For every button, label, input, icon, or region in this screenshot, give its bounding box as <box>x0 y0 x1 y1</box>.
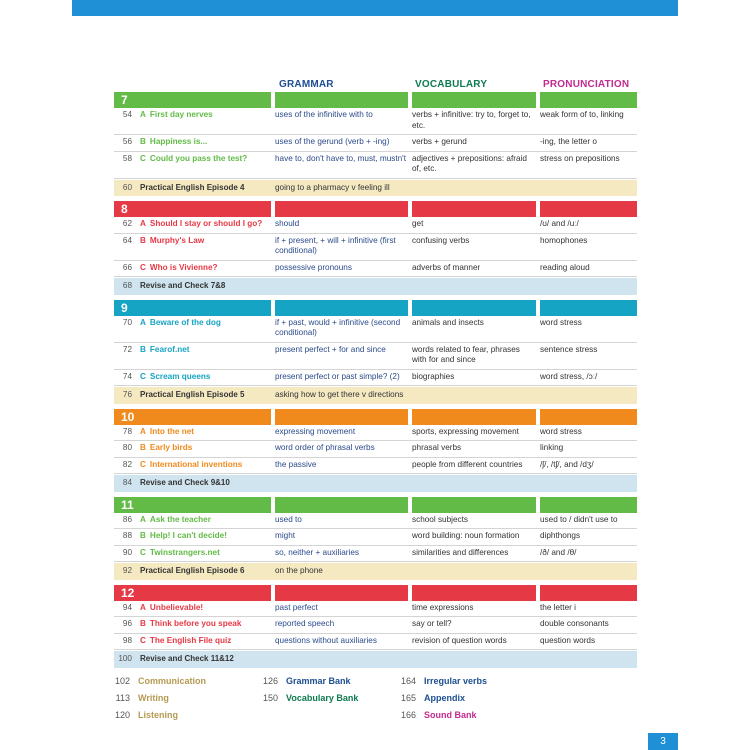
lesson-title-text: Unbelievable! <box>149 602 204 612</box>
lesson-page-number: 72 <box>122 344 132 354</box>
lesson-row <box>114 546 637 563</box>
bottom-link[interactable] <box>256 690 358 707</box>
grammar-cell: expressing movement <box>275 426 356 436</box>
special-text <box>275 478 540 489</box>
lesson-title[interactable] <box>132 236 271 257</box>
vocabulary-cell: sports, expressing movement <box>412 426 519 436</box>
lesson-row <box>114 217 637 234</box>
bottom-link[interactable] <box>256 673 358 690</box>
lesson-row <box>114 441 637 458</box>
bottom-link[interactable] <box>108 690 206 707</box>
lesson-letter: B <box>140 619 146 628</box>
special-page-number: 60 <box>122 182 132 192</box>
lesson-letter: A <box>140 514 146 524</box>
special-row <box>114 651 637 668</box>
bottom-link-label: Listening <box>138 710 178 720</box>
unit-section <box>114 92 637 196</box>
grammar-cell: uses of the infinitive with to <box>275 110 373 119</box>
grammar-cell: if + present, + will + infinitive (first conditional) <box>275 235 396 255</box>
lesson-title-text: Early birds <box>149 443 193 452</box>
bottom-link[interactable] <box>108 673 206 690</box>
lesson-letter: C <box>140 459 146 469</box>
lesson-letter: A <box>140 110 146 119</box>
bottom-link-page: 120 <box>114 710 130 720</box>
lesson-title[interactable] <box>132 318 271 339</box>
lesson-row <box>114 617 637 634</box>
pronunciation-cell: the letter i <box>540 602 576 612</box>
lesson-title[interactable] <box>132 443 271 454</box>
lesson-letter: A <box>140 219 146 228</box>
pronunciation-cell: word stress, /ɔː/ <box>540 371 598 381</box>
special-row <box>114 278 637 295</box>
lesson-row <box>114 108 637 135</box>
lesson-title[interactable] <box>132 515 271 526</box>
lesson-row <box>114 234 637 261</box>
lesson-title[interactable] <box>132 531 271 542</box>
special-page-number: 100 <box>118 654 132 663</box>
lesson-letter: A <box>140 426 146 436</box>
special-title[interactable]: Revise and Check 9&10 <box>140 478 230 487</box>
lesson-row <box>114 601 637 618</box>
bottom-links-col-3 <box>394 673 487 724</box>
grammar-cell: might <box>275 531 296 540</box>
lesson-letter: A <box>140 317 146 327</box>
lesson-row <box>114 152 637 179</box>
lesson-title[interactable] <box>132 372 271 383</box>
special-title[interactable]: Practical English Episode 6 <box>140 566 245 575</box>
lesson-title-text: Scream queens <box>149 371 211 381</box>
lesson-row <box>114 343 637 370</box>
vocabulary-cell: adjectives + prepositions: afraid of, etc. <box>412 153 527 173</box>
lesson-title-text: The English File quiz <box>149 635 232 645</box>
lesson-title-text: First day nerves <box>149 110 213 119</box>
special-title[interactable]: Practical English Episode 5 <box>140 390 245 399</box>
pronunciation-cell: /ʃ/, /tʃ/, and /dʒ/ <box>540 459 594 469</box>
special-page-number: 92 <box>122 566 132 575</box>
unit-section <box>114 201 637 295</box>
unit-color-bar <box>275 585 408 601</box>
unit-header-bars <box>114 92 637 108</box>
vocabulary-cell: similarities and differences <box>412 547 509 557</box>
lesson-page-number: 98 <box>122 635 132 645</box>
unit-number-bar: 12 <box>114 585 271 601</box>
unit-number-bar: 10 <box>114 409 271 425</box>
unit-color-bar <box>540 497 637 513</box>
unit-color-bar <box>540 409 637 425</box>
lesson-row <box>114 458 637 475</box>
pronunciation-cell: -ing, the letter o <box>540 137 597 146</box>
unit-number-bar: 9 <box>114 300 271 316</box>
pronunciation-cell: /ð/ and /θ/ <box>540 547 577 557</box>
unit-number-bar: 11 <box>114 497 271 513</box>
lesson-title-text: Happiness is... <box>149 137 208 146</box>
lesson-letter: B <box>140 235 146 245</box>
lesson-row <box>114 425 637 442</box>
bottom-links-col-2 <box>256 673 358 707</box>
bottom-link-page: 102 <box>114 676 130 686</box>
grammar-cell: possessive pronouns <box>275 262 352 272</box>
unit-number-bar: 8 <box>114 201 271 217</box>
unit-number-bar: 7 <box>114 92 271 108</box>
special-page-number: 68 <box>122 281 132 290</box>
vocabulary-cell: confusing verbs <box>412 235 470 245</box>
lesson-letter: C <box>140 371 146 381</box>
lesson-letter: B <box>140 344 146 354</box>
lesson-row <box>114 634 637 651</box>
lesson-title[interactable] <box>132 345 271 366</box>
vocabulary-cell: get <box>412 219 424 228</box>
vocabulary-cell: verbs + infinitive: try to, forget to, etc. <box>412 110 531 130</box>
bottom-link[interactable] <box>394 673 487 690</box>
lesson-page-number: 66 <box>122 262 132 272</box>
pronunciation-cell: question words <box>540 635 596 645</box>
special-text <box>275 654 540 665</box>
lesson-page-number: 94 <box>122 602 132 612</box>
vocabulary-cell: say or tell? <box>412 619 452 628</box>
vocabulary-cell: biographies <box>412 371 455 381</box>
lesson-title-text: Think before you speak <box>149 619 242 628</box>
top-color-bar <box>72 0 678 16</box>
special-row <box>114 180 637 197</box>
lesson-page-number: 74 <box>122 371 132 381</box>
bottom-link-label: Appendix <box>424 693 466 703</box>
bottom-link-page: 164 <box>400 676 416 686</box>
lesson-letter: C <box>140 547 146 557</box>
pronunciation-cell: double consonants <box>540 619 609 628</box>
vocabulary-cell: verbs + gerund <box>412 137 467 146</box>
vocabulary-cell: time expressions <box>412 602 474 612</box>
bottom-link-label: Sound Bank <box>424 710 477 720</box>
lesson-title[interactable] <box>132 154 271 175</box>
grammar-cell: used to <box>275 514 302 524</box>
unit-color-bar <box>412 585 536 601</box>
page-number: 3 <box>648 733 678 750</box>
bottom-link-label: Communication <box>138 676 207 686</box>
grammar-cell: questions without auxiliaries <box>275 635 377 645</box>
lesson-page-number: 82 <box>122 459 132 469</box>
lesson-row <box>114 370 637 387</box>
unit-color-bar <box>412 300 536 316</box>
grammar-cell: have to, don't have to, must, mustn't <box>275 153 407 163</box>
lesson-title[interactable] <box>132 548 271 559</box>
pronunciation-cell: diphthongs <box>540 531 581 540</box>
lesson-page-number: 90 <box>122 547 132 557</box>
lesson-title[interactable] <box>132 460 271 471</box>
bottom-link[interactable] <box>394 707 487 724</box>
lesson-letter: A <box>140 602 146 612</box>
bottom-link[interactable] <box>108 707 206 724</box>
lesson-page-number: 54 <box>122 110 132 119</box>
special-title[interactable]: Practical English Episode 4 <box>140 182 245 192</box>
pronunciation-cell: linking <box>540 443 564 452</box>
vocabulary-cell: animals and insects <box>412 317 484 327</box>
special-row <box>114 387 637 404</box>
lesson-page-number: 96 <box>122 619 132 628</box>
unit-header-bars <box>114 201 637 217</box>
bottom-link-page: 113 <box>115 693 130 703</box>
lesson-title[interactable] <box>132 137 271 148</box>
lesson-title-text: Who is Vivienne? <box>149 262 218 272</box>
lesson-page-number: 58 <box>122 153 132 163</box>
unit-color-bar <box>412 201 536 217</box>
special-page-number: 84 <box>122 478 132 487</box>
lesson-page-number: 88 <box>122 531 132 540</box>
grammar-cell: present perfect + for and since <box>275 344 386 354</box>
grammar-cell: reported speech <box>275 619 335 628</box>
pronunciation-cell: stress on prepositions <box>540 153 620 163</box>
lesson-title-text: Murphy's Law <box>149 235 205 245</box>
grammar-header: GRAMMAR <box>279 79 334 90</box>
bottom-link-page: 126 <box>262 676 278 686</box>
lesson-title[interactable] <box>132 603 271 614</box>
pronunciation-cell: word stress <box>540 317 582 327</box>
pronunciation-cell: homophones <box>540 235 588 245</box>
grammar-cell: the passive <box>275 459 317 469</box>
unit-color-bar <box>275 409 408 425</box>
vocabulary-cell: word building: noun formation <box>412 531 520 540</box>
unit-header-bars <box>114 409 637 425</box>
special-text: asking how to get there v directions <box>275 390 404 399</box>
lesson-page-number: 78 <box>122 426 132 436</box>
bottom-link[interactable] <box>394 690 487 707</box>
grammar-cell: past perfect <box>275 602 318 612</box>
lesson-page-number: 70 <box>122 317 132 327</box>
lesson-row <box>114 135 637 152</box>
vocabulary-cell: revision of question words <box>412 635 507 645</box>
lesson-page-number: 80 <box>122 443 132 452</box>
bottom-link-label: Irregular verbs <box>424 676 488 686</box>
pronunciation-cell: word stress <box>540 426 582 436</box>
unit-color-bar <box>540 585 637 601</box>
unit-header-bars <box>114 585 637 601</box>
lesson-title[interactable] <box>132 427 271 438</box>
lesson-page-number: 64 <box>122 235 132 245</box>
grammar-cell: uses of the gerund (verb + -ing) <box>275 137 390 146</box>
lesson-title[interactable] <box>132 636 271 647</box>
unit-color-bar <box>275 300 408 316</box>
bottom-link-label: Writing <box>138 693 169 703</box>
bottom-link-page: 150 <box>262 693 278 703</box>
lesson-letter: C <box>140 153 146 163</box>
unit-header-bars <box>114 300 637 316</box>
unit-color-bar <box>275 497 408 513</box>
unit-color-bar <box>275 201 408 217</box>
grammar-cell: should <box>275 219 300 228</box>
pronunciation-cell: reading aloud <box>540 262 590 272</box>
special-row <box>114 475 637 492</box>
vocabulary-cell: phrasal verbs <box>412 443 462 452</box>
lesson-letter: C <box>140 262 146 272</box>
vocabulary-header: VOCABULARY <box>415 79 488 90</box>
grammar-cell: present perfect or past simple? (2) <box>275 371 400 381</box>
grammar-cell: so, neither + auxiliaries <box>275 547 359 557</box>
vocabulary-cell: adverbs of manner <box>412 262 481 272</box>
bottom-link-label: Grammar Bank <box>286 676 351 686</box>
unit-section <box>114 300 637 404</box>
lesson-page-number: 56 <box>122 137 132 146</box>
lesson-title-text: Twinstrangers.net <box>149 547 220 557</box>
unit-color-bar <box>412 497 536 513</box>
lesson-letter: B <box>140 531 146 540</box>
lesson-title[interactable] <box>132 219 271 230</box>
pronunciation-cell: sentence stress <box>540 344 598 354</box>
lesson-letter: C <box>140 635 146 645</box>
unit-section <box>114 409 637 492</box>
lesson-title-text: Beware of the dog <box>149 317 221 327</box>
lesson-title-text: International inventions <box>149 459 243 469</box>
vocabulary-cell: words related to fear, phrases with for and since <box>412 344 520 364</box>
bottom-link-page: 166 <box>400 710 416 720</box>
lesson-title[interactable] <box>132 110 271 131</box>
lesson-row <box>114 316 637 343</box>
unit-section <box>114 585 637 668</box>
unit-color-bar <box>412 409 536 425</box>
pronunciation-cell: /ʊ/ and /uː/ <box>540 219 579 228</box>
special-page-number: 76 <box>122 390 132 399</box>
lesson-title-text: Should I stay or should I go? <box>149 219 263 228</box>
lesson-title-text: Could you pass the test? <box>149 153 248 163</box>
unit-color-bar <box>540 92 637 108</box>
pronunciation-header: PRONUNCIATION <box>543 79 630 90</box>
lesson-letter: B <box>140 443 146 452</box>
special-text: going to a pharmacy v feeling ill <box>275 182 390 192</box>
pronunciation-cell: used to / didn't use to <box>540 514 618 524</box>
lesson-letter: B <box>140 137 146 146</box>
lesson-row <box>114 261 637 278</box>
special-row <box>114 563 637 580</box>
vocabulary-cell: people from different countries <box>412 459 523 469</box>
unit-color-bar <box>540 300 637 316</box>
grammar-cell: if + past, would + infinitive (second conditional) <box>275 317 401 337</box>
lesson-title-text: Help! I can't decide! <box>149 531 227 540</box>
bottom-link-label: Vocabulary Bank <box>286 693 359 703</box>
unit-section <box>114 497 637 580</box>
special-text <box>275 281 540 292</box>
lesson-title-text: Fearof.net <box>149 344 190 354</box>
unit-color-bar <box>412 92 536 108</box>
unit-color-bar <box>540 201 637 217</box>
pronunciation-cell: weak form of to, linking <box>540 110 624 119</box>
lesson-row <box>114 513 637 530</box>
lesson-page-number: 62 <box>122 219 132 228</box>
bottom-links-col-1 <box>108 673 206 724</box>
lesson-title-text: Ask the teacher <box>149 514 211 524</box>
lesson-page-number: 86 <box>122 514 132 524</box>
unit-header-bars <box>114 497 637 513</box>
lesson-title[interactable] <box>132 619 271 630</box>
contents-table <box>114 92 637 673</box>
grammar-cell: word order of phrasal verbs <box>275 443 375 452</box>
bottom-link-page: 165 <box>400 693 416 703</box>
special-title[interactable]: Revise and Check 7&8 <box>140 281 226 290</box>
lesson-row <box>114 529 637 546</box>
unit-color-bar <box>275 92 408 108</box>
vocabulary-cell: school subjects <box>412 514 468 524</box>
lesson-title[interactable] <box>132 263 271 274</box>
lesson-title-text: Into the net <box>149 426 195 436</box>
special-title[interactable]: Revise and Check 11&12 <box>140 654 234 663</box>
special-text: on the phone <box>275 566 323 575</box>
